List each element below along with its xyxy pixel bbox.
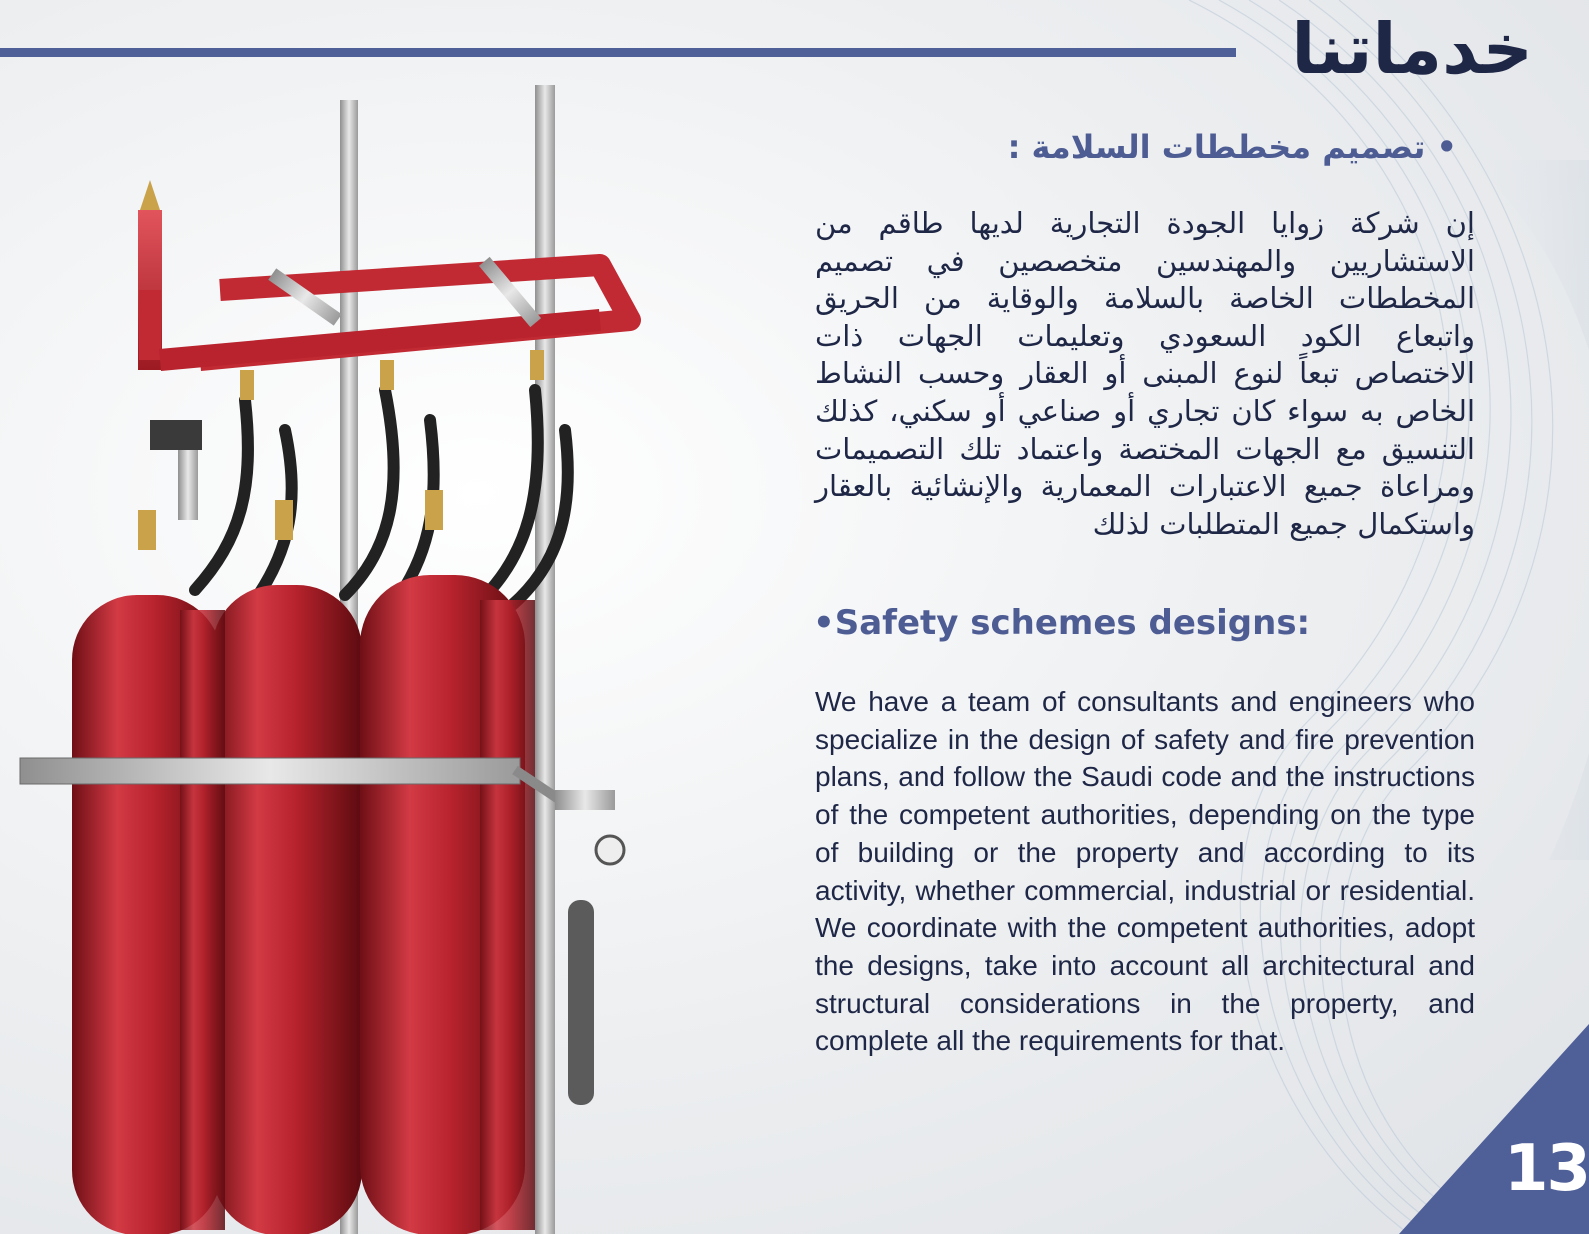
- english-section-body: We have a team of consultants and engineers who specialize in the design of safety and fire prevention plans, and follow the Saudi code and the instructions of the competent authorities, depending on the type of building or the property and according to its activity, whether commercial, industrial or residential. We coordinate with the competent authorities, adopt the designs, take into account all architectural and structural considerations in the property, and complete all the requirements for that.: [815, 686, 1475, 1057]
- english-section-heading: •Safety schemes designs:: [813, 603, 1311, 643]
- header-rule: [0, 48, 1236, 57]
- fire-suppression-cylinders-photo: [0, 70, 760, 1234]
- arabic-section-body: إن شركة زوايا الجودة التجارية لديها طاقم من الاستشاريين والمهندسين متخصصين في تصميم المخططات الخاصة بالسلامة والوقاية من الحريق واتبعاع الكود السعودي وتعليمات الجهات ذات الاختصاص تبعاً لنوع المبنى أو العقار وحسب النشاط الخاص به سواء كان تجاري أو صناعي أو سكني، كذلك التنسيق مع الجهات المختصة واعتماد تلك التصميمات ومراعاة جميع الاعتبارات المعمارية والإنشائية بالعقار واستكمال جميع المتطلبات لذلك: [815, 206, 1475, 541]
- arabic-section-heading: • تصميم مخططات السلامة :: [1007, 128, 1457, 166]
- page-number: 13: [1503, 1132, 1589, 1206]
- page-title: خدماتنا: [1291, 8, 1533, 90]
